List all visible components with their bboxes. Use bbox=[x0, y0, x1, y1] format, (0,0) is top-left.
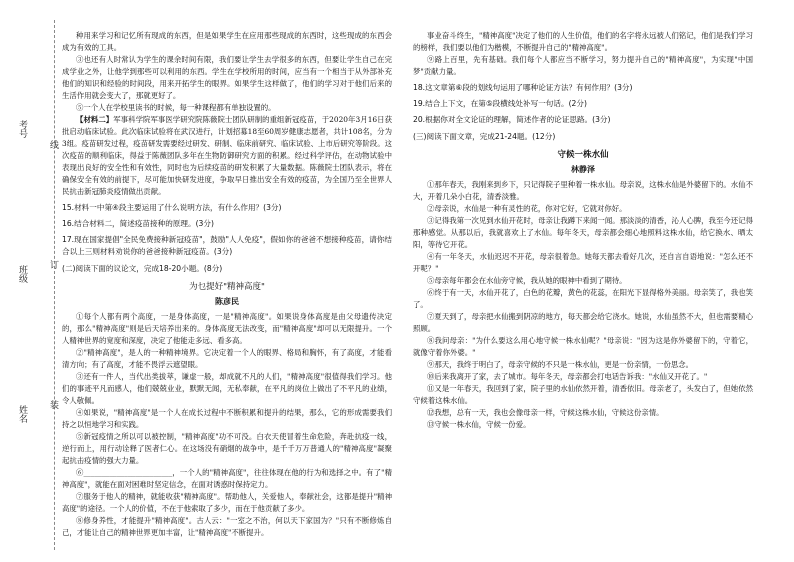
paragraph: ⑤母亲每年都会在水仙旁守候，我从她的眼神中看到了期待。 bbox=[427, 276, 627, 285]
question-16: 16.结合材料二，简述疫苗接种的原理。(3分) bbox=[62, 219, 214, 228]
paragraph: ⑥终于有一天，水仙开花了，白色的花瓣，黄色的花蕊，在阳光下显得格外美丽。母亲笑了，我也笑了。 bbox=[413, 288, 753, 309]
paragraph-with-blank bbox=[62, 467, 392, 491]
binding-margin bbox=[0, 0, 60, 562]
story-author: 林静泽 bbox=[571, 164, 595, 174]
paragraph: ③记得我第一次见到水仙开花时，母亲让我蹲下来闻一闻。那淡淡的清香，沁人心脾，我至今还记得那种感觉。从那以后，我就喜欢上了水仙。每年冬天，母亲都会细心地照料这株水仙，给它换水、晒太阳，等待它开花。 bbox=[413, 216, 753, 249]
paragraph: ①那年春天，我刚来到乡下，只记得院子里种着一株水仙。母亲说，这株水仙是外婆留下的。水仙不大，开着几朵小白花，清香淡雅。 bbox=[413, 180, 753, 201]
article-title: 为乜提好"精神高度" bbox=[189, 282, 265, 292]
question-17: 17.现在国家提倡"全民免费接种新冠疫苗"，鼓励"人人免疫"，假如你的爸爸不想接种疫苗，请你结合以上三则材料劝说你的爸爸接种新冠疫苗。(3分) bbox=[62, 235, 392, 256]
paragraph: ⑨路上百里，先有基础。我们每个人都应当不断学习，努力提升自己的"精神高度"，为实现"中国梦"贡献力量。 bbox=[413, 55, 753, 76]
paragraph: 事业奋斗终生，"精神高度"决定了他们的人生价值，他们的名字将永远被人们铭记，他们是我们学习的榜样，我们要以他们为楷模，不断提升自己的"精神高度"。 bbox=[413, 31, 753, 52]
section-two-heading: (二)阅读下面的议论文，完成18-20小题。(8分) bbox=[62, 264, 223, 273]
label-banji: 班级 bbox=[17, 265, 27, 283]
right-column bbox=[413, 30, 753, 431]
paragraph: ②"精神高度"，是人的一种精神境界。它决定着一个人的眼界、格局和胸怀，有了高度，才能看清方向；有了高度，才能不畏浮云遮望眼。 bbox=[62, 348, 392, 369]
paragraph: ③还有一件人，当代出类拔萃，谦虚一般，却成就不凡的人们，"精神高度"很值得我们学习。他们的事迹平凡而感人，他们兢兢业业，默默无闻，无私奉献，在平凡的岗位上做出了不平凡的业绩，令人敬佩。 bbox=[62, 372, 392, 405]
question-18: 18.这文章第⑥段的划线句运用了哪种论证方法？有何作用？(3分) bbox=[413, 83, 633, 92]
question-20: 20.根据你对全文论证的理解，简述作者的论证思路。(3分) bbox=[413, 115, 611, 124]
paragraph: ①每个人都有两个高度，一是身体高度，一是"精神高度"。如果说身体高度是由父母遗传决定的，那么"精神高度"则是后天培养出来的。身体高度无法改变，而"精神高度"却可以无限提升。一个人精神世界的宽度和深度，决定了他能走多远、看多高。 bbox=[62, 312, 392, 345]
label-xingming: 姓名 bbox=[17, 405, 27, 423]
paragraph: 种用来学习和记忆所有现成的东西，但是如果学生在应用那些现成的东西时，这些现成的东西会成为有效的工具。 bbox=[62, 31, 392, 52]
paragraph-text: 往往体现在他的行为和选择之中。有了"精神高度"，就能在面对困难时坚定信念，在面对诱惑时保持定力。 bbox=[62, 468, 392, 489]
paragraph: ③也还有人时常认为学生的课余时间有限，我们要让学生去学很多的东西，但要让学生自己在完成学业之外，让他学到那些可以利用的东西。学生在学校所用的时间，应当有一个相当于从外部补充他们的知识和经验的时间段，用来开拓学生的眼界。如果学生这样做了，他们的学习对于他们后来的生活作用就会变大了，那就更好了。 bbox=[62, 55, 392, 100]
paragraph: ⑧我问母亲："为什么要这么用心地守候一株水仙呢？"母亲说："因为这是你外婆留下的，守着它，就像守着你外婆。" bbox=[413, 336, 753, 357]
paragraph: ②母亲说，水仙是一种有灵性的花，你对它好，它就对你好。 bbox=[427, 204, 627, 213]
left-column bbox=[62, 30, 392, 539]
paragraph: ⑪又是一年春天，我回到了家，院子里的水仙依然开着，清香依旧。母亲老了，头发白了，但她依然守候着这株水仙。 bbox=[413, 384, 753, 405]
mark-ding: 订 bbox=[48, 260, 58, 269]
section-three-heading: (三)阅读下面文章，完成21-24题。(12分) bbox=[413, 132, 556, 141]
question-15: 15.材料一中第④段主要运用了什么说明方法，有什么作用？(3分) bbox=[62, 203, 282, 212]
paragraph: ⑫我想，总有一天，我也会像母亲一样，守候这株水仙，守候这份亲情。 bbox=[427, 408, 664, 417]
article-author: 陈彦民 bbox=[215, 296, 239, 306]
binding-dashed-line bbox=[54, 20, 55, 550]
mark-xian: 线 bbox=[48, 140, 58, 149]
paragraph: ⑩后来我离开了家，去了城市。每年冬天，母亲都会打电话告诉我："水仙又开花了。" bbox=[427, 372, 708, 381]
label-kaohao: 考号 bbox=[17, 120, 27, 138]
material-two bbox=[62, 114, 392, 198]
paragraph: ④如果说，"精神高度"是一个人在成长过程中不断积累和提升的结果，那么，它的形成需要我们持之以恒地学习和实践。 bbox=[62, 408, 392, 429]
paragraph: ⑤一个人在学校里读书的时候，每一种课程都有单独设置的。 bbox=[76, 103, 276, 112]
mark-zhuang: 装 bbox=[48, 400, 58, 409]
answer-blank[interactable]: ⑥________________________，一个人的"精神高度"， bbox=[76, 468, 254, 477]
paragraph: ④有一年冬天，水仙迟迟不开花，母亲很着急。她每天都去看好几次，还自言自语地说："怎么还不开呢？" bbox=[413, 252, 753, 273]
story-title: 守候一株水仙 bbox=[557, 150, 609, 160]
paragraph: ⑤新冠疫情之所以可以被控制，"精神高度"功不可没。白衣天使冒着生命危险，奔赴抗疫一线，逆行而上，用行动诠释了医者仁心。在这场没有硝烟的战争中，是千千万万普通人的"精神高度"凝聚起抗击疫情的强大力量。 bbox=[62, 432, 392, 465]
paragraph: ⑧修身养性，才能提升"精神高度"。古人云："一室之不治，何以天下家国为？"只有不断修炼自己，才能让自己的精神世界更加丰富，让"精神高度"不断提升。 bbox=[62, 516, 392, 537]
paragraph: ⑬守候一株水仙，守候一份爱。 bbox=[427, 420, 531, 429]
paragraph: ⑦夏天到了，母亲把水仙搬到阴凉的地方，每天都会给它浇水。她说，水仙虽然不大，但也需要精心照顾。 bbox=[413, 312, 753, 333]
question-19: 19.结合上下文，在第⑤段横线处补写一句话。(2分) bbox=[413, 99, 587, 108]
paragraph: ⑦服务于他人的精神，就能收获"精神高度"。帮助他人，关爱他人，奉献社会，这都是提升"精神高度"的途径。一个人的价值，不在于他索取了多少，而在于他贡献了多少。 bbox=[62, 492, 392, 513]
paragraph: ⑨那天，我终于明白了，母亲守候的不只是一株水仙，更是一份亲情，一份思念。 bbox=[427, 360, 694, 369]
material-two-text: 军事科学院军事医学研究院陈薇院士团队研制的重组新冠疫苗，于2020年3月16日获批启动临床试验。此次临床试验将在武汉进行，计划招募18至60周岁健康志愿者，共计108名，分为3组。疫苗研发过程，疫苗研发需要经过研发、研制、临床前研究、临床试验、上市后研究等阶段。这次疫苗的顺利临床，得益于陈薇团队多年在生物防御研究方面的积累。经过科学评估，在动物试验中表现出良好的安全性和有效性，同时也为后续疫苗的研发积累了大量数据。陈薇院士团队表示，将在确保安全有效的前提下，尽可能加快研发进度，争取早日推出安全有效的疫苗，为全国乃至全世界人民抗击新冠肺炎疫情做出贡献。 bbox=[62, 115, 392, 196]
material-two-label: 【材料二】 bbox=[76, 115, 114, 124]
